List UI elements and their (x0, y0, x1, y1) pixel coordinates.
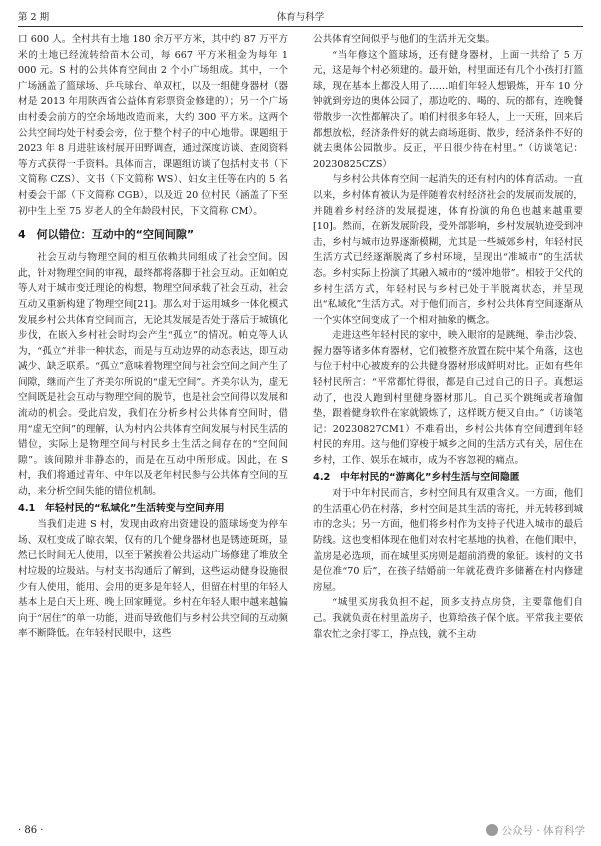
issue-number: 第 2 期 (18, 12, 50, 23)
page-number: · 86 · (18, 825, 44, 836)
running-header (18, 10, 583, 27)
section-heading: 4 何以错位：互动中的“空间间隙” (18, 228, 195, 242)
watermark (486, 823, 585, 838)
wechat-icon (486, 824, 498, 836)
journal-title: 体育与科学 (276, 12, 325, 23)
paragraph: 当我们走进 S 村，发现由政府出资建设的篮球场变为停车场、双杠变成了晾衣架，仅有的几个健身器材也是锈迹斑斑，显然已长时间无人使用，以至于紧挨着公共运动广场修建了堆放全村垃圾的垃圾站。与村支书沟通后了解到，这些运动健身设施很少有人使用，能用、会用的更多是年轻人，但留在村里的年轻人基本上是白天上班、晚上回家睡觉。乡村在年轻人眼中越来越偏向于“居住”的单一功能，进而导致他们与乡村公共空间的互动频率不断降低。在年轻村民眼中，这些 (18, 519, 288, 640)
paragraph: 公共体育空间似乎与他们的生活并无交集。 (313, 34, 496, 45)
paragraph: 与乡村公共体育空间一起消失的还有村内的体育活动。一直以来，乡村体育被认为是伴随着农村经济社会的发展而发展的，并随着乡村经济的发展提速，体育扮演的角色也越来越重要[10]。然而，在新发展阶段，受外部影响，乡村发展轨迹受到冲击，乡村与城市边界逐渐模糊，尤其是一些城郊乡村，年轻村民生活方式已经逐渐脱离了乡村环境，呈现出“准城市”的生活状态。乡村实际上扮演了其融入城市的“缓冲地带”。相较于父代的乡村生活方式，年轻村民与乡村已处于半脱离状态，并呈现出“私域化”生活方式。对于他们而言，乡村公共体育空间逐渐从一个实体空间变成了一个相对抽象的概念。 (313, 174, 583, 326)
interview-quote: “城里买房我负担不起，顶多支持点房贷，主要靠他们自己。我就负责在村里盖房子，也算给孩子保个底。平常我主要依靠农忙之余打零工，挣点钱，就不主动 (313, 597, 583, 640)
left-column (18, 32, 288, 806)
paragraph: 对于中年村民而言，乡村空间具有双重含义。一方面，他们的生活重心仍在村落，乡村空间是其生活的寄托，并无转移到城市的念头；另一方面，他们将乡村作为支持子代进入城市的最后防线。这也变相体现在他们对农村宅基地的执着，在他们眼中，盖房是必选项，而在城里买房则是超前消费的象征。该村的文书是位准“70 后”，在孩子结婚前一年就花费许多储蓄在村内修建房屋。 (313, 488, 583, 593)
paragraph: 社会互动与物理空间的相互依赖共同组成了社会空间。因此，针对物理空间的审视，最终都将落脚于社会互动。正如帕克等人对于城市变迁理论的构想，物理空间承载了社会互动，社会互动又重新构建了物理空间[21]。那么对于运用城乡一体化模式发展乡村公共体育空间而言，无论其发展是否处于落后于城镇化步伐，在嵌入乡村社会时均会产生“孤立”的情况。帕克等人认为，“孤立”并非一种状态，而是与互动边界的动态表达，即互动减少、缺乏联系。“孤立”意味着物理空间与社会空间之间产生了间隙，继而产生了齐美尔所说的“虚无空间”。齐美尔认为，虚无空间既是社会互动与物理空间的脱节，也是社会空间得以发展和流动的机会。受此启发，我们在分析乡村公共体育空间时，借用“虚无空间”的理解，认为村内公共体育空间发展与村民生活的错位，实际上是物理空间与村民乡土生活之间存在的“空间间隙”。该间隙并非静态的，而是在互动中所形成。因此，在 S 村，我们将通过青年、中年以及老年村民参与公共体育空间的互动，来分析空间失能的错位机制。 (18, 252, 288, 498)
watermark-text: 公众号 · 体育科学 (501, 825, 585, 837)
subsection-heading: 4.1 年轻村民的“私域化”生活转变与空间弃用 (18, 502, 225, 514)
subsection-heading: 4.2 中年村民的“游离化”乡村生活与空间隐匿 (313, 471, 520, 483)
right-column (313, 32, 583, 806)
paragraph: 口 600 人。全村共有土地 180 余万平方米，其中约 87 万平方米的土地已经流转给苗木公司，每 667 平方米租金为每年 1 000 元。S 村的公共体育空间由 2 个小广场组成。其中，一个广场涵盖了篮球场、乒乓球台、单双杠，以及一组健身器材（器材是 2013 年用陕西省公益体育彩票资金修建的）；另一个广场由村委会前方的空余场地改造而来，大约 300 平方米。这两个公共空间均处于村委会旁，位于整个村子的中心地带。课题组于 2023 年 8 月进驻该村展开田野调查，通过深度访谈、查阅资料等方式获得一手资料。具体而言，课题组访谈了包括村支书（下文简称 CZS）、文书（下文简称 WS）、妇女主任等在内的 5 名村委会干部（下文简称 CGB），以及近 20 位村民（涵盖了下至初中生上至 75 岁老人的全年龄段村民，下文简称 CM）。 (18, 34, 288, 217)
interview-quote: “当年修这个篮球场，还有健身器材，上面一共给了 5 万元，这是每个村必须建的。最开始，村里面还有几个小孩打打篮球，现在基本上都没人用了……咱们年轻人想锻炼，开车 10 分钟就到旁边的奥体公园了，那边吃的、喝的、玩的都有，连晚餐带散步一次性都解决了。咱们村很多年轻人，上一天班，回来后都想放松，经济条件好的就去商场逛街、散步，经济条件不好的就去奥体公园散步。反正，平日很少待在村里。”（访谈笔记：20230825CZS） (313, 49, 583, 170)
paragraph: 走进这些年轻村民的家中，映入眼帘的是跳绳、拳击沙袋、握力器等诸多体育器材，它们被整齐放置在院中某个角落，这也与位于村中心被废弃的公共健身器材形成鲜明对比。正如有些年轻村民所言：“平常都忙得很，都是自己过自己的日子。真想运动了，也没人跑到村里健身器材那儿。自己买个跳绳或者瑜伽垫，跟着健身软件在家就锻炼了，这样既方便又自由。”（访谈笔记：20230827CM1）不难看出，乡村公共体育空间遭到年轻村民的弃用。这与他们穿梭于城乡之间的生活方式有关，居住在乡村，工作、娱乐在城市，成为不容忽视的痛点。 (313, 330, 583, 467)
